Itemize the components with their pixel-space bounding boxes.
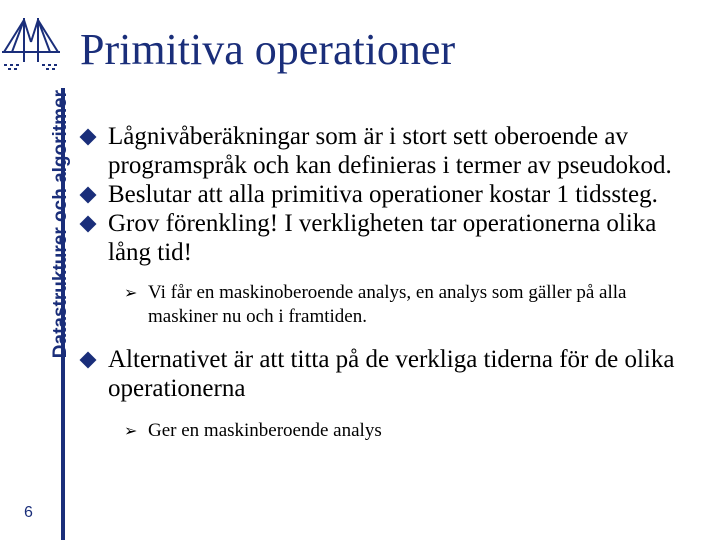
bridge-logo-icon (2, 12, 60, 74)
sub-bullet-text: Vi får en maskinoberoende analys, en analys som gäller på alla maskiner nu och i framtiden. (148, 282, 627, 327)
sub-bullet-item (80, 281, 700, 329)
bullet-item (80, 209, 700, 267)
sub-bullet-item (80, 419, 700, 443)
course-title: Datastrukturer och algoritmer (50, 90, 71, 359)
page-number: 6 (24, 504, 33, 521)
diamond-bullet-icon (80, 187, 97, 204)
bullet-text: Beslutar att alla primitiva operationer kostar 1 tidssteg. (108, 181, 658, 208)
diamond-bullet-icon (80, 352, 97, 369)
bullet-item (80, 122, 700, 180)
sub-bullet-text: Ger en maskinberoende analys (148, 420, 382, 441)
bullet-item (80, 180, 700, 209)
bullet-text: Grov förenkling! I verkligheten tar operationerna olika lång tid! (108, 210, 657, 266)
arrow-bullet-icon: ➢ (124, 421, 138, 440)
arrow-bullet-icon: ➢ (124, 283, 138, 302)
bullet-text: Alternativet är att titta på de verkliga tiderna för de olika operationerna (108, 346, 675, 402)
bullet-list (80, 122, 700, 443)
slide-title: Primitiva operationer (80, 25, 456, 74)
bullet-item (80, 345, 700, 403)
bullet-text: Lågnivåberäkningar som är i stort sett oberoende av programspråk och kan definieras i termer av pseudokod. (108, 123, 672, 179)
diamond-bullet-icon (80, 216, 97, 233)
diamond-bullet-icon (80, 129, 97, 146)
